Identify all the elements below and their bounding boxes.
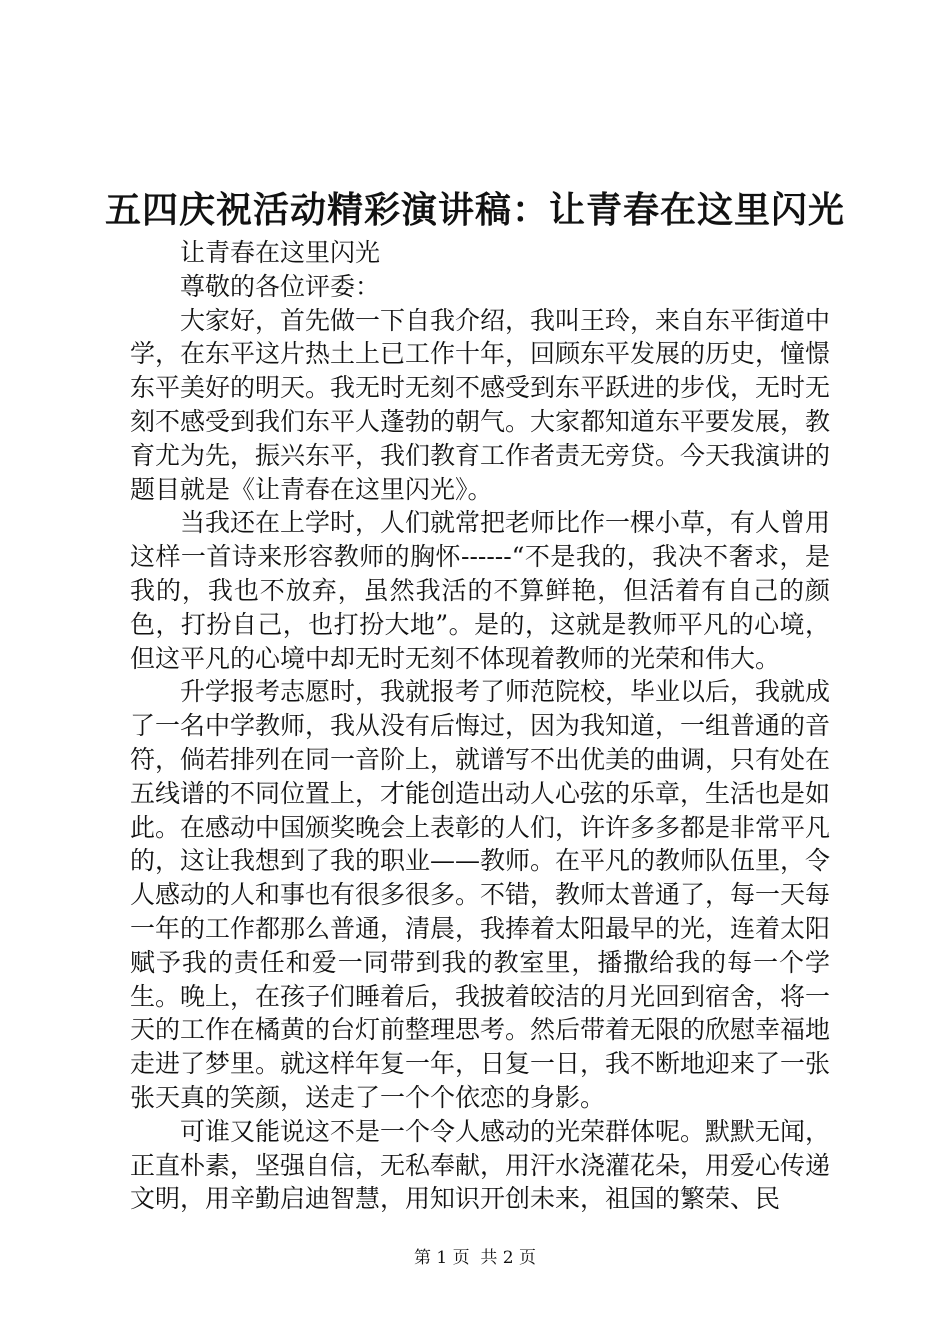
salutation: 尊敬的各位评委： xyxy=(180,271,381,301)
document-title: 五四庆祝活动精彩演讲稿：让青春在这里闪光 xyxy=(104,189,845,231)
body-paragraph: 当我还在上学时，人们就常把老师比作一棵小草，有人曾用这样一首诗来形容教师的胸怀------“不是我的，我决不奢求，是我的，我也不放弃，虽然我活的不算鲜艳，但活着有自己的颜色，打扮自己，也打扮大地”。是的，这就是教师平凡的心境，但这平凡的心境中却无时无刻不体现着教师的光荣和伟大。 xyxy=(130,508,831,673)
page-footer: 第 1 页 共 2 页 xyxy=(413,1248,537,1268)
speech-subtitle: 让青春在这里闪光 xyxy=(180,238,381,267)
body-paragraph: 升学报考志愿时，我就报考了师范院校，毕业以后，我就成了一名中学教师，我从没有后悔过，因为我知道，一组普通的音符，倘若排列在同一音阶上，就谱写不出优美的曲调，只有处在五线谱的不同位置上，才能创造出动人心弦的乐章，生活也是如此。在感动中国颁奖晚会上表彰的人们，许许多多都是非常平凡的，这让我想到了我的职业——教师。在平凡的教师队伍里，令人感动的人和事也有很多很多。不错，教师太普通了，每一天每一年的工作都那么普通，清晨，我捧着太阳最早的光，连着太阳赋予我的责任和爱一同带到我的教室里，播撒给我的每一个学生。晚上，在孩子们睡着后，我披着皎洁的月光回到宿舍，将一天的工作在橘黄的台灯前整理思考。然后带着无限的欣慰幸福地走进了梦里。就这样年复一年，日复一日，我不断地迎来了一张张天真的笑颜，送走了一个个依恋的身影。 xyxy=(130,677,831,1112)
body-paragraph: 大家好，首先做一下自我介绍，我叫王玲，来自东平街道中学，在东平这片热土上已工作十年，回顾东平发展的历史，憧憬东平美好的明天。我无时无刻不感受到东平跃进的步伐，无时无刻不感受到我们东平人蓬勃的朝气。大家都知道东平要发展，教育尤为先，振兴东平，我们教育工作者责无旁贷。今天我演讲的题目就是《让青春在这里闪光》。 xyxy=(130,305,831,504)
document-body xyxy=(130,236,830,1216)
body-paragraph: 可谁又能说这不是一个令人感动的光荣群体呢。默默无闻，正直朴素，坚强自信，无私奉献，用汗水浇灌花朵，用爱心传递文明，用辛勤启迪智慧，用知识开创未来，祖国的繁荣、民 xyxy=(130,1116,831,1214)
